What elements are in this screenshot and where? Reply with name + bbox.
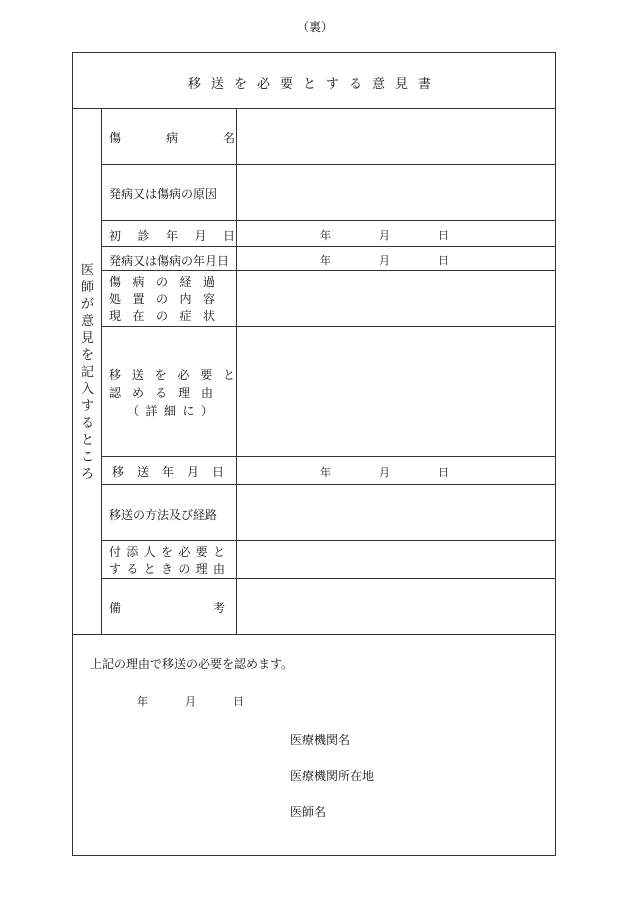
side-label-doctor-entry: 医 師 が 意 見 を 記 入 す る と こ ろ: [80, 263, 94, 482]
form-section-divider: [72, 634, 556, 635]
onset-month-unit: 月: [379, 254, 390, 267]
row-divider: [101, 270, 556, 271]
onset-year-unit: 年: [320, 254, 331, 267]
label-course-treatment-symptoms: 傷 病 の 経 過 処 置 の 内 容 現 在 の 症 状: [109, 275, 215, 323]
label-onset-cause: 発病又は傷病の原因: [109, 187, 218, 201]
institution-name-label: 医療機関名: [290, 733, 351, 747]
form-title: 移送を必要とする意見書: [187, 77, 441, 92]
row-divider: [101, 246, 556, 247]
page-side-note: （裏）: [296, 20, 333, 34]
first-visit-day-unit: 日: [438, 229, 449, 242]
row-divider: [101, 164, 556, 165]
certify-day-unit: 日: [233, 695, 244, 708]
transfer-year-unit: 年: [320, 466, 331, 479]
doctor-name-label: 医師名: [290, 805, 327, 819]
first-visit-month-unit: 月: [379, 229, 390, 242]
row-divider: [101, 484, 556, 485]
institution-address-label: 医療機関所在地: [290, 769, 375, 783]
label-transfer-reason: 移 送 を 必 要 と 認 め る 理 由 （ 詳 細 に ）: [109, 368, 235, 418]
transfer-day-unit: 日: [438, 466, 449, 479]
first-visit-year-unit: 年: [320, 229, 331, 242]
onset-day-unit: 日: [438, 254, 449, 267]
certify-year-unit: 年: [137, 695, 148, 708]
certification-statement: 上記の理由で移送の必要を認めます。: [90, 657, 294, 671]
label-remarks: 備 考: [109, 601, 225, 615]
label-method-route: 移送の方法及び経路: [109, 508, 218, 522]
row-divider: [101, 456, 556, 457]
label-attendant-reason: 付 添 人 を 必 要 と す る と き の 理 由: [109, 545, 225, 576]
label-injury-name: 傷 病 名: [109, 131, 235, 145]
row-divider: [101, 578, 556, 579]
label-onset-date: 発病又は傷病の年月日: [109, 254, 230, 268]
row-divider: [101, 220, 556, 221]
transfer-month-unit: 月: [379, 466, 390, 479]
label-column-divider: [236, 108, 237, 634]
label-first-visit-date: 初 診 年 月 日: [109, 229, 235, 243]
certify-month-unit: 月: [185, 695, 196, 708]
row-divider: [101, 540, 556, 541]
row-divider: [101, 326, 556, 327]
label-transfer-date: 移 送 年 月 日: [112, 465, 224, 479]
title-divider: [72, 108, 556, 109]
